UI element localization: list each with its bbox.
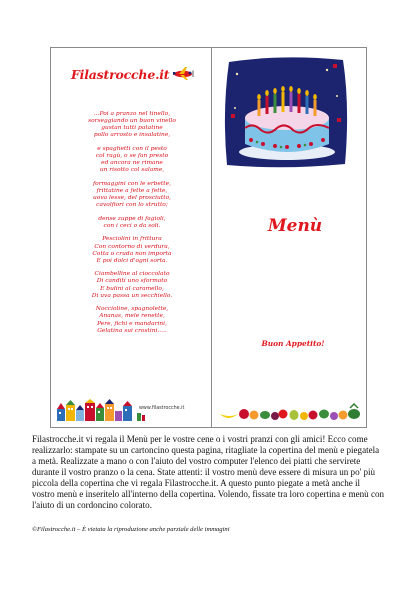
poem-line: pollo arrosto e insalatine, [93, 132, 171, 139]
poem-line: un risotto col salame, [99, 167, 165, 174]
poem-line: formaggini con le erbette, [92, 180, 172, 187]
poem-line: Pere, fichi e mandarini, [97, 320, 167, 327]
poem-stanza [57, 271, 207, 300]
poem-line: uova lesse, del prosciutto, [93, 195, 171, 202]
poem-line: Cotta o cruda non importa [92, 250, 172, 257]
poem-line: ed ancora ne rimane [101, 160, 163, 167]
poem-line: Noccioline, spagnolette, [95, 306, 169, 313]
poem-line: E poi dolci d'ogni sorta. [96, 257, 168, 264]
poem-line: sorseggiando un buon vinello [88, 118, 176, 125]
poem-line: col ragù, o se fan presto [95, 153, 169, 160]
filastrocche-logo [71, 66, 195, 88]
poem-line: Gelatina sui crostini..... [97, 327, 167, 334]
poem-line: E bulini al caramello, [100, 285, 164, 292]
inner-panel [51, 48, 211, 427]
poem-line: dense zuppe di fagioli, [98, 215, 166, 222]
poem-stanza [57, 146, 207, 175]
poem-stanza [57, 306, 207, 335]
poem-stanza [57, 236, 207, 265]
poem-line: Con contorno di verdura, [94, 243, 170, 250]
site-url: www.filastrocche.it [139, 406, 185, 411]
poem-line: Ciambelline al cioccolato [94, 271, 170, 278]
poem-stanza [57, 216, 207, 230]
menu-card [50, 47, 367, 428]
poem-line: ...Poi a pranzo nel tinello, [93, 111, 171, 117]
logo-text: Filastrocche.it [71, 67, 170, 82]
poem-line: Di uva passa un secchiello. [91, 292, 173, 299]
cover-panel [212, 48, 368, 427]
poem-line: Pesciolini in frittura [102, 236, 162, 243]
menu-title: Menù [267, 216, 323, 236]
copyright-notice: ©Filastrocche.it – È vietata la riproduzione anche parziale delle immagini [32, 526, 230, 533]
houses-illustration [57, 399, 207, 421]
poem-line: gustan tutti patatine [101, 125, 163, 132]
greeting-text: Buon Appetito! [261, 339, 325, 348]
poem-stanza [57, 111, 207, 140]
poem-line: con i ceci o da soli. [103, 222, 161, 229]
poem-line: Ananas, mele renette, [99, 313, 165, 320]
airplane-icon [169, 64, 197, 82]
fruits-illustration [218, 400, 364, 422]
poem-line: frittatine a fette a fette, [96, 188, 168, 194]
poem-line: cavolfiori con lo strutto; [96, 202, 168, 209]
instructions-text: Filastrocche.it vi regala il Menù per le vostre cene o i vostri pranzi con gli amici! Ecco come realizzarlo: stampate su un cartoncino questa pagina, ritagliate la copertina del menù e piegatela a metà. Realizzate a mano o con l'aiuto del vostro computer l'elenco dei piatti che servirete durante il vostro pranzo o la cena. State attenti: il vostro menù deve essere di misura un po' più piccola della copertina che vi regala Filastrocche.it. A questo punto piegate a metà anche il vostro menù e inseritelo all'interno della copertina. Volendo, fissate tra loro copertina e menù con l'aiuto di un cordoncino colorato. [32, 434, 385, 510]
poem-stanza [57, 181, 207, 210]
birthday-cake-illustration [223, 56, 349, 169]
poem-line: Di canditi uno sformato [96, 278, 168, 285]
poem [57, 111, 207, 341]
poem-line: e spaghetti con il pesto [97, 145, 167, 152]
